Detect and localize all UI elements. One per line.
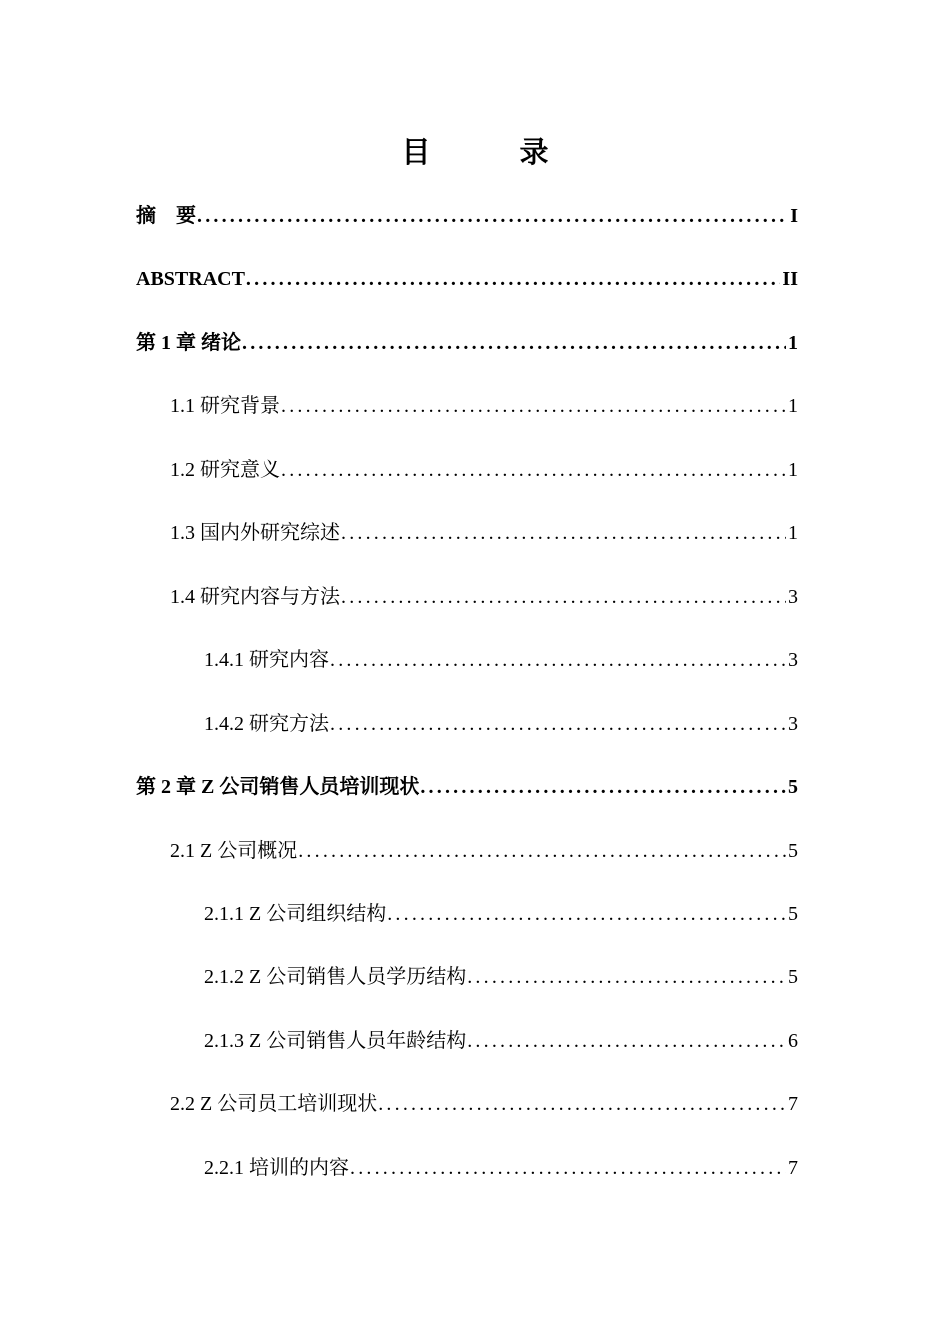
toc-title: 目 录 — [401, 135, 579, 169]
toc-entry-page: 3 — [788, 649, 798, 671]
toc-leader-dots — [196, 196, 788, 236]
toc-entry[interactable] — [170, 577, 798, 617]
toc-leader-dots — [377, 1084, 786, 1124]
toc-entry-page: 3 — [788, 586, 798, 608]
toc-entry-label: 2.2.1 培训的内容 — [204, 1157, 349, 1179]
toc-entry[interactable] — [170, 450, 798, 490]
toc-entry-page: 7 — [788, 1157, 798, 1179]
toc-entry[interactable] — [170, 831, 798, 871]
toc-entry[interactable] — [204, 704, 798, 744]
toc-leader-dots — [466, 957, 786, 997]
toc-entry[interactable] — [204, 640, 798, 680]
toc-entry-label: 2.1 Z 公司概况 — [170, 840, 298, 862]
toc-entry-label: 1.4.1 研究内容 — [204, 649, 329, 671]
toc-leader-dots — [241, 323, 786, 363]
toc-leader-dots — [419, 767, 786, 807]
toc-entry-page: 3 — [788, 713, 798, 735]
toc-entry-page: 1 — [788, 332, 798, 354]
toc-entry-page: 1 — [788, 522, 798, 544]
toc-entry-label: 1.1 研究背景 — [170, 395, 280, 417]
toc-entry-label: 2.1.2 Z 公司销售人员学历结构 — [204, 966, 467, 988]
toc-entry[interactable] — [136, 767, 798, 807]
toc-entry-label: 2.2 Z 公司员工培训现状 — [170, 1093, 378, 1115]
toc-leader-dots — [280, 450, 786, 490]
toc-entry-page: 7 — [788, 1093, 798, 1115]
toc-leader-dots — [245, 259, 781, 299]
toc-entry[interactable] — [204, 1021, 798, 1061]
toc-leader-dots — [280, 386, 786, 426]
toc-entry-label: 第 2 章 Z 公司销售人员培训现状 — [136, 776, 420, 798]
toc-entry[interactable] — [136, 259, 798, 299]
toc-leader-dots — [466, 1021, 786, 1061]
toc-entry[interactable] — [204, 1148, 798, 1188]
toc-entry-page: 5 — [788, 776, 798, 798]
toc-entry-label: 2.1.1 Z 公司组织结构 — [204, 903, 387, 925]
toc-entry[interactable] — [136, 323, 798, 363]
toc-entry-page: 5 — [788, 903, 798, 925]
toc-leader-dots — [329, 704, 786, 744]
toc-entry-label: 1.3 国内外研究综述 — [170, 522, 340, 544]
toc-entry-page: 5 — [788, 966, 798, 988]
toc-leader-dots — [340, 513, 786, 553]
toc-leader-dots — [386, 894, 786, 934]
toc-entry-label: 2.1.3 Z 公司销售人员年龄结构 — [204, 1030, 467, 1052]
toc-leader-dots — [340, 577, 786, 617]
toc-entry-page: I — [790, 205, 798, 227]
toc-entry-label: ABSTRACT — [136, 268, 245, 290]
toc-entry-page: II — [782, 268, 798, 290]
toc-entry-label: 1.4 研究内容与方法 — [170, 586, 340, 608]
toc-entry-page: 5 — [788, 840, 798, 862]
toc-entry[interactable] — [204, 894, 798, 934]
toc-entry-label: 第 1 章 绪论 — [136, 332, 241, 354]
toc-leader-dots — [297, 831, 786, 871]
toc-leader-dots — [349, 1148, 786, 1188]
toc-entry-page: 6 — [788, 1030, 798, 1052]
toc-leader-dots — [329, 640, 786, 680]
toc-entry-label: 1.4.2 研究方法 — [204, 713, 329, 735]
toc-entry-label: 摘 要 — [136, 205, 196, 227]
toc-entry[interactable] — [204, 957, 798, 997]
toc-entry-label: 1.2 研究意义 — [170, 459, 280, 481]
toc-entry[interactable] — [170, 1084, 798, 1124]
toc-entry-page: 1 — [788, 459, 798, 481]
toc-entry[interactable] — [170, 513, 798, 553]
toc-entry-page: 1 — [788, 395, 798, 417]
toc-entry[interactable] — [170, 386, 798, 426]
toc-entry[interactable] — [136, 196, 798, 236]
